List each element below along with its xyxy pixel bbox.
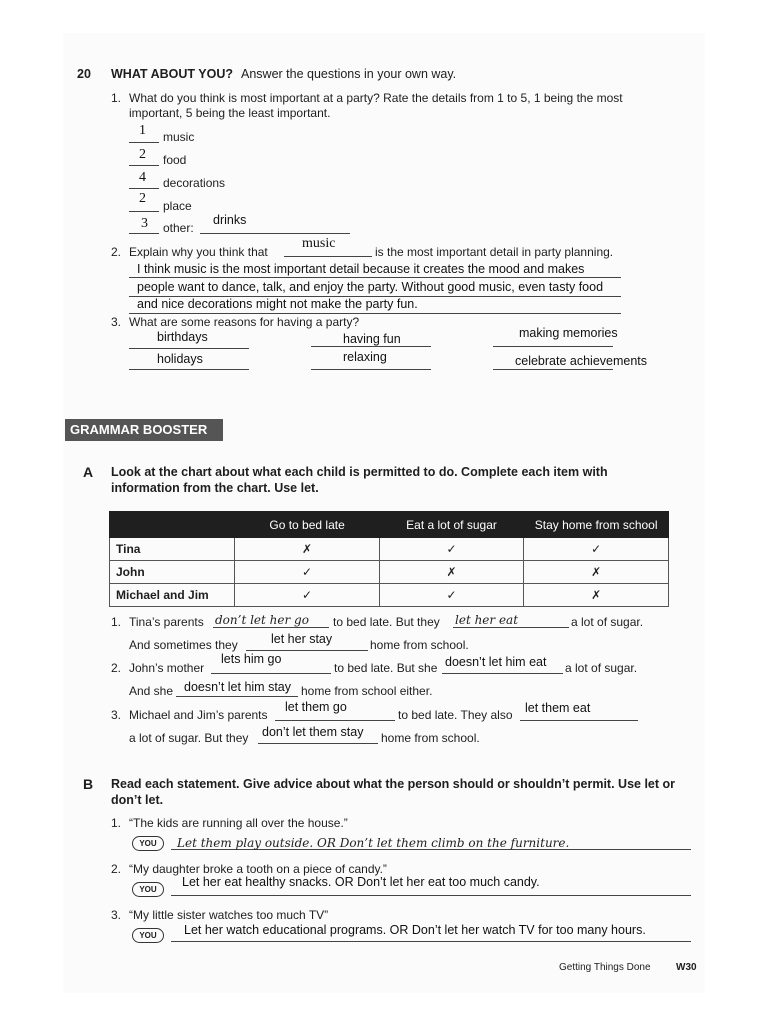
question-number: 3. <box>111 315 122 329</box>
advice-answer[interactable]: Let her watch educational programs. OR Don’t let her watch TV for too many hours. <box>184 923 646 937</box>
blank-answer[interactable]: doesn’t let him eat <box>445 655 547 669</box>
child-name: Michael and Jim <box>110 584 235 607</box>
footer-section: Getting Things Done <box>559 962 651 973</box>
rating-answer[interactable]: 2 <box>139 191 146 206</box>
item-number: 3. <box>111 708 122 722</box>
blank-answer[interactable]: let them go <box>285 700 347 714</box>
you-label: YOU <box>132 882 164 897</box>
chart-row <box>110 561 669 584</box>
item-text: to bed late. But they <box>333 615 440 629</box>
question-text: is the most important detail in party planning. <box>375 245 614 259</box>
item-number: 1. <box>111 816 122 830</box>
answer-line[interactable]: and nice decorations might not make the party fun. <box>137 297 418 311</box>
rating-answer[interactable]: 3 <box>141 216 148 231</box>
chart-header <box>110 512 235 538</box>
permission-mark: ✗ <box>524 561 669 584</box>
statement: “My daughter broke a tooth on a piece of candy.” <box>129 862 387 876</box>
rating-label: place <box>163 199 192 213</box>
child-name: John <box>110 561 235 584</box>
question-number: 2. <box>111 245 122 259</box>
page-number: W30 <box>676 962 697 973</box>
part-instruction: Read each statement. Give advice about what the person should or shouldn’t permit. Use let or <box>111 777 676 791</box>
item-text: home from school. <box>381 731 480 745</box>
item-text: to bed late. They also <box>398 708 513 722</box>
item-text: And sometimes they <box>129 638 238 652</box>
blank-answer[interactable]: let her stay <box>271 632 333 646</box>
part-letter: A <box>83 464 94 480</box>
permission-chart <box>109 511 669 607</box>
question-text: Explain why you think that <box>129 245 268 259</box>
advice-answer[interactable]: Let her eat healthy snacks. OR Don’t let her eat too much candy. <box>182 875 540 889</box>
blank-answer[interactable]: lets him go <box>221 652 282 666</box>
reason-answer[interactable]: holidays <box>157 352 203 366</box>
rating-label: other: <box>163 221 194 235</box>
item-text: home from school. <box>370 638 469 652</box>
rating-label: music <box>163 130 195 144</box>
permission-mark: ✓ <box>379 584 524 607</box>
permission-mark: ✗ <box>235 538 379 561</box>
reason-answer[interactable]: having fun <box>343 332 401 346</box>
blank-answer[interactable]: doesn’t let him stay <box>184 680 291 694</box>
chart-row <box>110 538 669 561</box>
workbook-page <box>63 33 705 993</box>
item-number: 1. <box>111 615 122 629</box>
blank-answer[interactable]: let her eat <box>455 613 519 627</box>
question-text: What do you think is most important at a party? Rate the details from 1 to 5, 1 being the most <box>129 91 623 105</box>
item-text: Michael and Jim’s parents <box>129 708 268 722</box>
item-text: John’s mother <box>129 661 205 675</box>
question-number: 1. <box>111 91 122 105</box>
statement: “My little sister watches too much TV” <box>129 908 329 922</box>
exercise-number: 20 <box>77 67 91 81</box>
question-text: What are some reasons for having a party? <box>129 315 360 329</box>
child-name: Tina <box>110 538 235 561</box>
part-letter: B <box>83 776 94 792</box>
chart-header-row <box>110 512 669 538</box>
rating-answer[interactable]: 1 <box>139 123 146 138</box>
chart-header: Eat a lot of sugar <box>379 512 524 538</box>
reason-answer[interactable]: relaxing <box>343 350 387 364</box>
exercise-title: WHAT ABOUT YOU? <box>111 67 233 81</box>
answer-line[interactable]: I think music is the most important detail because it creates the mood and makes <box>137 262 585 276</box>
rating-label: decorations <box>163 176 226 190</box>
you-label: YOU <box>132 928 164 943</box>
chart-header: Go to bed late <box>235 512 379 538</box>
item-text: a lot of sugar. <box>571 615 644 629</box>
rating-answer[interactable]: 2 <box>139 147 146 162</box>
item-number: 3. <box>111 908 122 922</box>
item-text: a lot of sugar. But they <box>129 731 249 745</box>
grammar-booster-label: GRAMMAR BOOSTER <box>65 419 223 441</box>
blank-answer[interactable]: don’t let her go <box>215 613 309 627</box>
permission-mark: ✓ <box>235 561 379 584</box>
permission-mark: ✓ <box>524 538 669 561</box>
blank-answer[interactable]: music <box>302 236 336 251</box>
rating-label: food <box>163 153 187 167</box>
exercise-instruction: Answer the questions in your own way. <box>241 67 457 81</box>
part-instruction: don’t let. <box>111 793 164 807</box>
item-number: 2. <box>111 661 122 675</box>
you-label: YOU <box>132 836 164 851</box>
permission-mark: ✓ <box>379 538 524 561</box>
item-text: a lot of sugar. <box>565 661 638 675</box>
other-answer[interactable]: drinks <box>213 213 247 227</box>
reason-answer[interactable]: birthdays <box>157 330 208 344</box>
permission-mark: ✓ <box>235 584 379 607</box>
item-text: And she <box>129 684 174 698</box>
reason-answer[interactable]: celebrate achievements <box>515 354 648 368</box>
item-text: to bed late. But she <box>334 661 438 675</box>
chart-header: Stay home from school <box>524 512 669 538</box>
blank-answer[interactable]: let them eat <box>525 701 591 715</box>
permission-mark: ✗ <box>524 584 669 607</box>
part-instruction: Look at the chart about what each child is permitted to do. Complete each item with <box>111 465 608 479</box>
advice-answer[interactable]: Let them play outside. OR Don’t let them climb on the furniture. <box>177 836 570 850</box>
blank-answer[interactable]: don’t let them stay <box>262 725 364 739</box>
rating-answer[interactable]: 4 <box>139 170 146 185</box>
statement: “The kids are running all over the house.” <box>129 816 348 830</box>
item-number: 2. <box>111 862 122 876</box>
item-text: home from school either. <box>301 684 433 698</box>
answer-line[interactable]: people want to dance, talk, and enjoy the party. Without good music, even tasty food <box>137 280 604 294</box>
permission-mark: ✗ <box>379 561 524 584</box>
chart-row <box>110 584 669 607</box>
item-text: Tina’s parents <box>129 615 204 629</box>
part-instruction: information from the chart. Use let. <box>111 481 319 495</box>
reason-answer[interactable]: making memories <box>519 326 618 340</box>
question-text: important, 5 being the least important. <box>129 106 331 120</box>
